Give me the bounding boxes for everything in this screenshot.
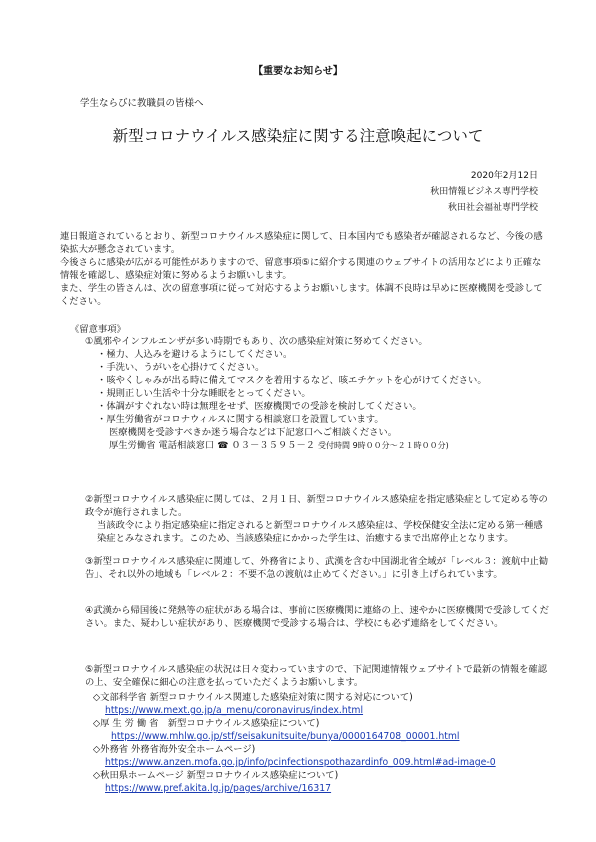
note-item-4 (85, 604, 550, 630)
link-mofa[interactable]: https://www.anzen.mofa.go.jp/info/pcinfectionspothazardinfo_009.html#ad-image-0 (105, 757, 496, 768)
precaution-item: ・ 極力、人込みを避けるようにしてください。 (97, 348, 550, 361)
issue-date: 2020年2月12日 (470, 171, 538, 181)
intro-paragraph-3: また、学生の皆さんは、次の留意事項に従って対応するようお願いします。体調不良時は早めに医療機関を受診してください。 (60, 283, 543, 307)
note-item-2-text: ②新型コロナウイルス感染症に関しては、２月１日、新型コロナウイルス感染症を指定感染症として定める等の政令が施行されました。 (85, 494, 548, 518)
precaution-item: ・ 体調がすぐれない時は無理をせず、医療機関での受診を検討してください。 (97, 400, 550, 413)
note-item-3 (85, 555, 550, 581)
phone-number: ０３－３５９５－２ (231, 440, 316, 451)
note-item-5-text: ⑤新型コロナウイルス感染症の状況は日々変わっていますので、下記関連情報ウェブサイトで最新の情報を確認の上、安全確保に細心の注意を払っていただくようお願いします。 (85, 664, 548, 688)
issuer-2: 秋田社会福祉専門学校 (447, 203, 538, 213)
addressee: 学生ならびに教職員の皆様へ (80, 98, 204, 109)
issuer-1: 秋田情報ビジネス専門学校 (430, 187, 538, 197)
precaution-list (85, 348, 550, 426)
note-item-2-detail: 当該政令により指定感染症に指定されると新型コロナウイルス感染症は、学校保健安全法に定める第一種感染症とみなされます。このため、当該感染症にかかった学生は、治癒するまで出席停止となります。 (97, 520, 543, 544)
consult-guidance: 医療機関を受診すべきか迷う場合などは下記窓口へご相談ください。 (109, 427, 398, 438)
precaution-item: ・ 規則正しい生活や十分な睡眠をとってください。 (97, 387, 550, 400)
intro-section (60, 230, 544, 308)
note-item-1 (85, 335, 550, 453)
precaution-item: ・ 手洗い、うがいを心掛けてください。 (97, 361, 550, 374)
notice-label: 【重要なお知らせ】 (253, 66, 343, 77)
precaution-item: ・ 咳やくしゃみが出る時に備えてマスクを着用するなど、咳エチケットを心がけてください。 (97, 374, 550, 387)
note-item-1-lead: ①風邪やインフルエンザが多い時期でもあり、次の感染症対策に努めてください。 (85, 336, 428, 347)
intro-paragraph-2: 今後さらに感染が広がる可能性がありますので、留意事項⑤に紹介する関連のウェブサイトの活用などにより正確な情報を確認し、感染症対策に努めるようお願いします。 (60, 257, 542, 281)
page-title: 新型コロナウイルス感染症に関する注意喚起について (112, 127, 484, 145)
precaution-item: ・ 厚生労働省がコロナウィルスに関する相談窓口を設置しています。 (97, 413, 550, 426)
link-label-akita: ◇秋田県ホームページ 新型コロナウイルス感染症について) (93, 770, 339, 781)
link-label-mhlw: ◇厚 生 労 働 省 新型コロナウイルス感染症について) (93, 718, 320, 729)
notes-heading: 《留意事項》 (70, 324, 126, 335)
note-item-3-text: ③新型コロナウイルス感染症に関連して、外務省により、武漢を含む中国湖北省全域が「レベル３：渡航中止勧告」、それ以外の地域も「レベル２：不要不急の渡航は止めてください。」に引き上げられています。 (85, 556, 549, 580)
link-akita[interactable]: https://www.pref.akita.lg.jp/pages/archive/16317 (105, 783, 332, 794)
phone-hours: 受付時間 9時００分～２１時００分) (318, 441, 449, 450)
note-item-2 (85, 493, 550, 545)
link-label-mext: ◇文部科学省 新型コロナウイルス関連した感染症対策に関する対応について) (93, 692, 413, 703)
phone-line (85, 439, 550, 453)
note-item-4-text: ④武漢から帰国後に発熱等の症状がある場合は、事前に医療機関に連絡の上、速やかに医療機関で受診してください。また、疑わしい症状があり、医療機関で受診する場合は、学校にも必ず連絡をしてください。 (85, 605, 549, 629)
link-mhlw[interactable]: https://www.mhlw.go.jp/stf/seisakunitsuite/bunya/0000164708_00001.html (111, 731, 460, 742)
link-mext[interactable]: https://www.mext.go.jp/a_menu/coronavirus/index.html (105, 705, 364, 716)
note-item-5 (85, 663, 550, 689)
phone-label: 厚生労働省 電話相談窓口 (109, 440, 215, 451)
intro-paragraph-1: 連日報道されているとおり、新型コロナウイルス感染症に関して、日本国内でも感染者が確認されるなど、今後の感染拡大が懸念されています。 (60, 231, 543, 255)
phone-icon: ☎ (217, 441, 229, 451)
related-links (93, 691, 563, 795)
link-label-mofa: ◇外務省 外務省海外安全ホームページ) (93, 744, 256, 755)
